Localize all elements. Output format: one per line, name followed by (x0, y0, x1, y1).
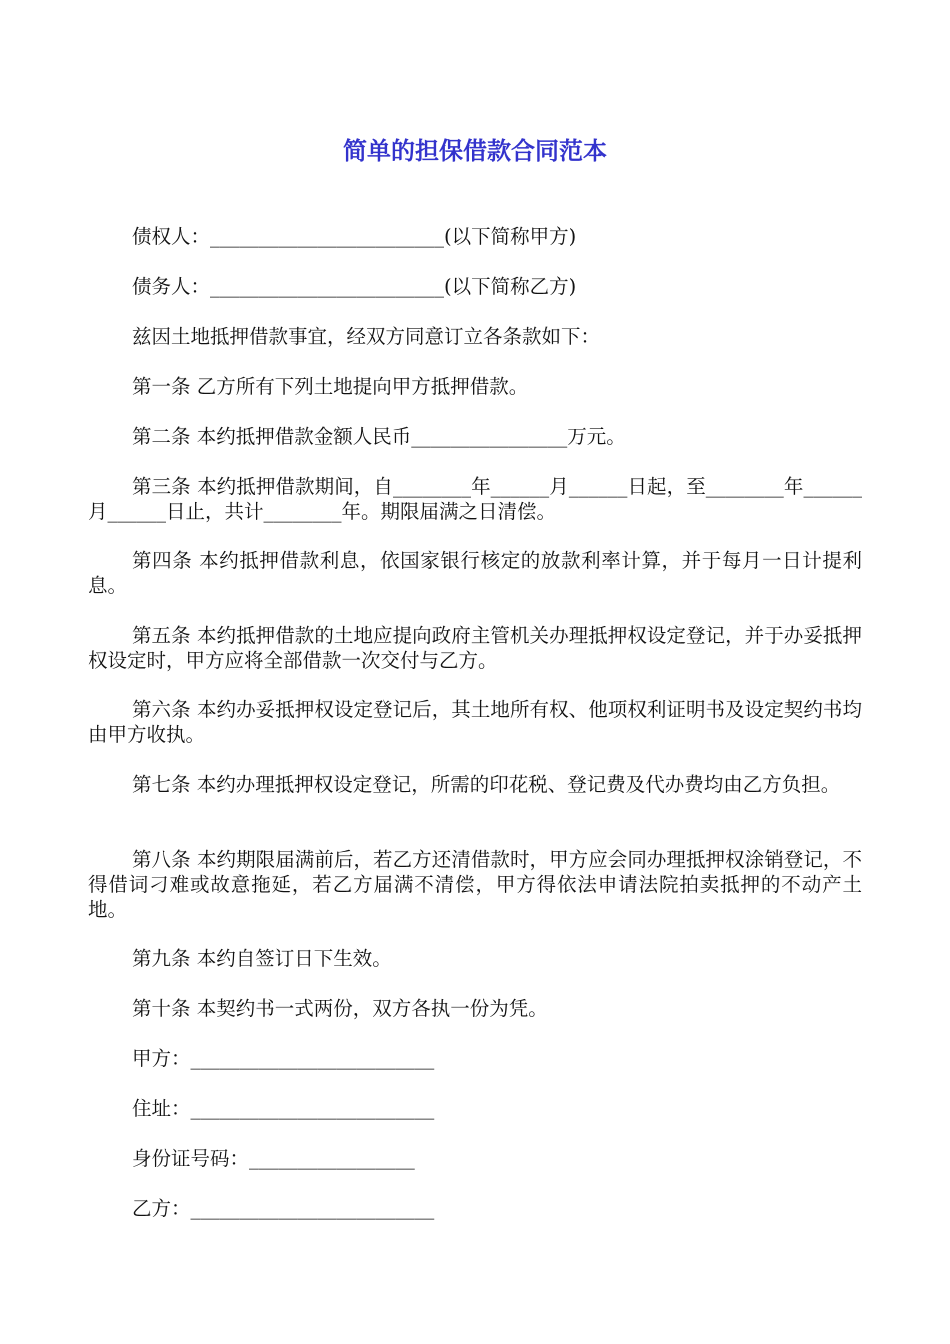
article-9: 第九条 本约自签订日下生效。 (132, 947, 392, 970)
creditor-line: 债权人：________________________(以下简称甲方) (132, 225, 577, 248)
article-1: 第一条 乙方所有下列土地提向甲方抵押借款。 (132, 375, 529, 398)
article-4: 第四条 本约抵押借款利息，依国家银行核定的放款利率计算，并于每月一日计提利息。 (88, 549, 862, 597)
party-a-signature-line: 甲方：_________________________ (132, 1047, 435, 1070)
article-10: 第十条 本契约书一式两份，双方各执一份为凭。 (132, 997, 548, 1020)
document-title: 简单的担保借款合同范本 (343, 137, 607, 165)
article-5: 第五条 本约抵押借款的土地应提向政府主管机关办理抵押权设定登记，并于办妥抵押权设定时，甲方应将全部借款一次交付与乙方。 (88, 624, 862, 672)
article-6: 第六条 本约办妥抵押权设定登记后，其土地所有权、他项权利证明书及设定契约书均由甲方收执。 (88, 698, 862, 746)
id-number-signature-line: 身份证号码：_________________ (132, 1147, 415, 1170)
article-3: 第三条 本约抵押借款期间，自________年______月______日起，至________年______月______日止，共计________年。期限届满之日清偿。 (88, 475, 862, 523)
article-8: 第八条 本约期限届满前后，若乙方还清借款时，甲方应会同办理抵押权涂销登记，不得借词刁难或故意拖延，若乙方届满不清偿，甲方得依法申请法院拍卖抵押的不动产土地。 (88, 848, 862, 921)
address-signature-line: 住址：_________________________ (132, 1097, 435, 1120)
party-b-signature-line: 乙方：_________________________ (132, 1197, 435, 1220)
debtor-line: 债务人：________________________(以下简称乙方) (132, 275, 577, 298)
intro-paragraph: 兹因土地抵押借款事宜，经双方同意订立各条款如下： (132, 325, 601, 348)
article-2: 第二条 本约抵押借款金额人民币________________万元。 (132, 425, 626, 448)
article-7: 第七条 本约办理抵押权设定登记，所需的印花税、登记费及代办费均由乙方负担。 (132, 773, 841, 796)
